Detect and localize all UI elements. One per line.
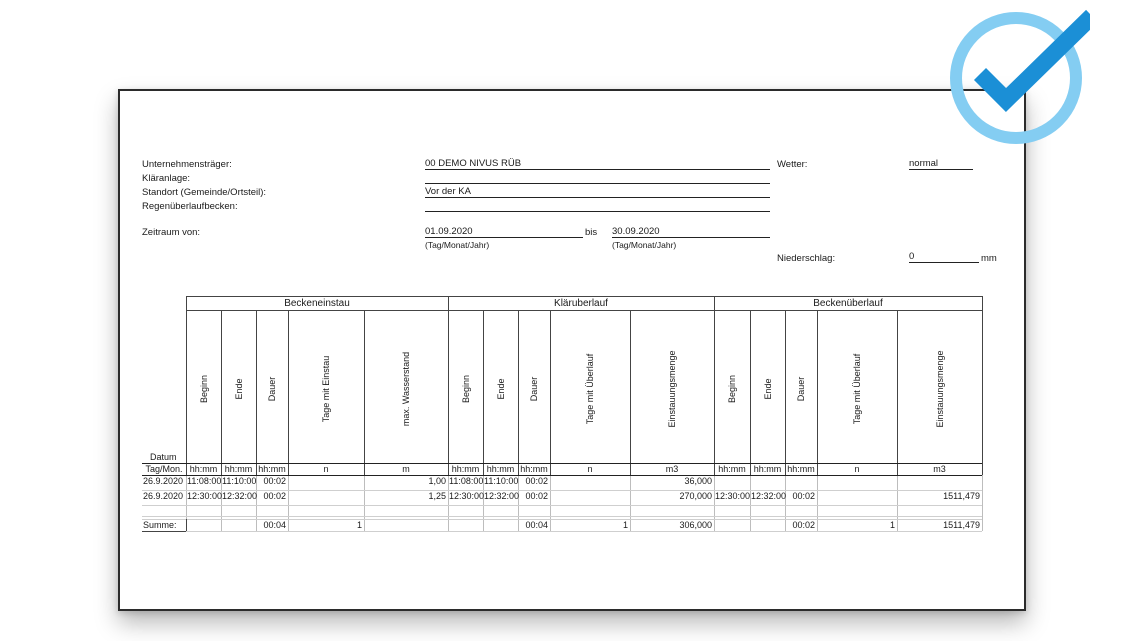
- table-cell: 00:02: [525, 476, 548, 486]
- column-line: [288, 310, 289, 475]
- date-hint: (Tag/Monat/Jahr): [612, 240, 677, 250]
- column-header: Einstauungsmenge: [934, 350, 945, 428]
- table-cell: 1,25: [428, 491, 446, 501]
- table-cell: 36,000: [684, 476, 712, 486]
- table-cell: 00:02: [263, 476, 286, 486]
- datum-label: Datum: [150, 452, 177, 462]
- zeitraum-to: 30.09.2020: [612, 226, 660, 237]
- table-cell: 12:30:00: [449, 491, 485, 501]
- column-line: [550, 310, 551, 475]
- wetter-label: Wetter:: [777, 159, 808, 170]
- table-cell: 00:02: [263, 491, 286, 501]
- unit-cell: n: [587, 464, 593, 474]
- unit-cell: hh:mm: [189, 464, 218, 474]
- table-cell: 270,000: [679, 491, 712, 501]
- column-line: [186, 296, 187, 475]
- underline: [909, 169, 973, 170]
- group-header: Beckenüberlauf: [813, 298, 883, 309]
- unit-cell: hh:mm: [787, 464, 815, 474]
- unit-cell: hh:mm: [451, 464, 480, 474]
- column-header: Dauer: [529, 376, 539, 402]
- table-cell: 12:32:00: [751, 491, 787, 501]
- wetter-value: normal: [909, 158, 939, 169]
- summe-cell: 00:02: [792, 520, 815, 530]
- column-header: Tage mit Einstau: [321, 355, 331, 423]
- standort-label: Standort (Gemeinde/Ortsteil):: [142, 187, 267, 198]
- zeitraum-label: Zeitraum von:: [142, 227, 201, 238]
- column-header: Ende: [233, 378, 244, 400]
- unit-cell: n: [854, 464, 860, 474]
- column-line: [817, 310, 818, 475]
- bis-label: bis: [585, 227, 598, 238]
- row-line: [142, 505, 982, 506]
- column-header: Ende: [762, 378, 773, 400]
- report-page: [118, 89, 1026, 611]
- summe-cell: 1: [356, 520, 362, 530]
- table-cell: 26.9.2020: [143, 476, 184, 486]
- date-hint: (Tag/Monat/Jahr): [425, 240, 490, 250]
- summe-cell: Summe:: [143, 520, 177, 530]
- unit-cell: Tag/Mon.: [145, 464, 183, 474]
- table-cell: 12:30:00: [715, 491, 751, 501]
- table-cell: 26.9.2020: [143, 491, 184, 501]
- column-line: [897, 310, 898, 475]
- column-line: [750, 310, 751, 475]
- group-header: Beckeneinstau: [284, 298, 350, 309]
- column-header: Tage mit Überlauf: [852, 353, 862, 425]
- table-border: [186, 296, 982, 297]
- standort-value: Vor der KA: [425, 186, 471, 197]
- column-line: [785, 310, 786, 475]
- klaeranlage-label: Kläranlage:: [142, 173, 191, 184]
- table-cell: 11:10:00: [484, 476, 519, 486]
- table-border: [186, 310, 982, 311]
- checkmark-circle-icon: [944, 4, 1090, 150]
- column-line: [483, 310, 484, 475]
- underline: [612, 237, 770, 238]
- column-header: max. Wasserstand: [401, 351, 411, 427]
- column-line: [364, 310, 365, 475]
- summe-cell: 00:04: [263, 520, 286, 530]
- column-line: [982, 475, 983, 531]
- column-header: Beginn: [198, 374, 209, 404]
- table-cell: 12:32:00: [222, 491, 258, 501]
- unit-cell: m3: [665, 464, 679, 474]
- niederschlag-unit: mm: [981, 253, 997, 264]
- unit-cell: hh:mm: [258, 464, 286, 474]
- table-cell: 11:08:00: [449, 476, 484, 486]
- table-cell: 00:02: [792, 491, 815, 501]
- unit-cell: hh:mm: [224, 464, 253, 474]
- column-line: [714, 475, 715, 531]
- unit-cell: m3: [933, 464, 946, 474]
- summe-cell: 306,000: [679, 520, 712, 530]
- column-header: Dauer: [796, 376, 806, 402]
- column-line: [518, 310, 519, 475]
- unternehmenstraeger-label: Unternehmensträger:: [142, 159, 232, 170]
- column-header: Ende: [495, 378, 506, 400]
- table-cell: 1,00: [428, 476, 446, 486]
- summe-cell: 1511,479: [943, 520, 980, 530]
- unit-cell: hh:mm: [753, 464, 782, 474]
- column-line: [221, 310, 222, 475]
- regenueberlaufbecken-label: Regenüberlaufbecken:: [142, 201, 238, 212]
- unit-cell: hh:mm: [520, 464, 548, 474]
- underline: [425, 183, 770, 184]
- column-header: Beginn: [727, 374, 737, 404]
- column-header: Einstauungsmenge: [667, 350, 677, 428]
- column-line: [714, 296, 715, 475]
- column-header: Tage mit Überlauf: [585, 353, 595, 425]
- summe-cell: 1: [622, 520, 628, 530]
- table-cell: 11:08:00: [187, 476, 222, 486]
- group-header: Kläruberlauf: [554, 298, 608, 309]
- table-cell: 11:10:00: [222, 476, 257, 486]
- zeitraum-from: 01.09.2020: [425, 226, 473, 237]
- table-cell: 12:32:00: [484, 491, 520, 501]
- unit-cell: m: [402, 464, 410, 474]
- table-cell: 00:02: [525, 491, 548, 501]
- unit-cell: hh:mm: [486, 464, 515, 474]
- column-line: [750, 475, 751, 531]
- niederschlag-value: 0: [909, 251, 915, 262]
- summe-cell: 00:04: [525, 520, 548, 530]
- row-line: [142, 516, 982, 517]
- column-line: [256, 310, 257, 475]
- column-line: [448, 296, 449, 475]
- unit-cell: hh:mm: [718, 464, 746, 474]
- underline: [909, 262, 979, 263]
- niederschlag-label: Niederschlag:: [777, 253, 836, 264]
- underline: [425, 211, 770, 212]
- column-line: [186, 519, 187, 531]
- table-cell: 1511,479: [943, 491, 980, 501]
- underline: [425, 197, 770, 198]
- underline: [425, 169, 770, 170]
- summe-cell: 1: [889, 520, 895, 530]
- column-header: Dauer: [267, 376, 277, 402]
- underline: [425, 237, 583, 238]
- table-border: [142, 531, 186, 532]
- column-line: [982, 296, 983, 475]
- unternehmenstraeger-value: 00 DEMO NIVUS RÜB: [425, 158, 522, 169]
- unit-cell: n: [323, 464, 329, 474]
- row-line: [142, 531, 982, 532]
- column-header: Beginn: [460, 374, 471, 404]
- column-line: [630, 310, 631, 475]
- table-cell: 12:30:00: [187, 491, 223, 501]
